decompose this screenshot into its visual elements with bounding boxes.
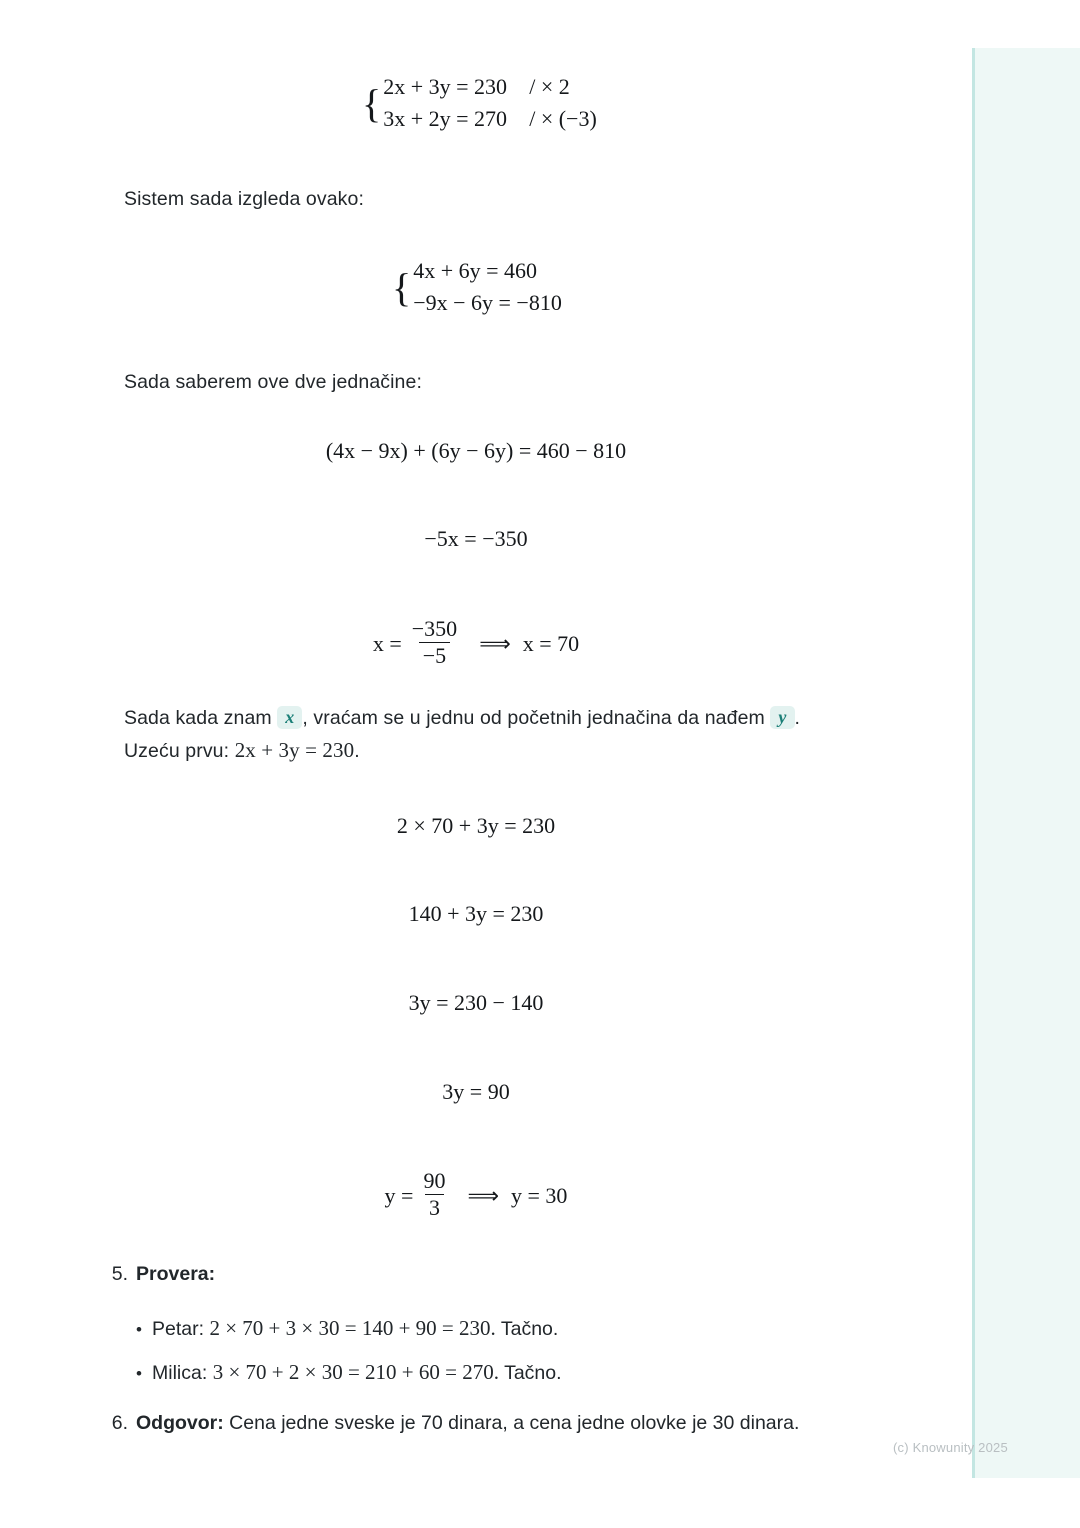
equation-sum-expanded: (4x − 9x) + (6y − 6y) = 460 − 810 xyxy=(325,438,627,463)
paragraph-now-add-equations: Sada saberem ove dve jednačine: xyxy=(124,371,422,393)
equation-solve-x xyxy=(0,618,952,669)
list-item-title: Provera: xyxy=(136,1263,216,1285)
equation-substitute-2: 140 + 3y = 230 xyxy=(408,901,544,926)
paragraph-system-now-looks-like: Sistem sada izgleda ovako: xyxy=(124,188,364,210)
bullet-dot-icon: • xyxy=(136,1364,142,1383)
bullet-dot-icon: • xyxy=(136,1320,142,1339)
paragraph-3-part-3: . Uzeću prvu: xyxy=(124,707,801,762)
list-item-milica xyxy=(136,1357,562,1389)
solve-y-result: y = 30 xyxy=(511,1182,568,1208)
list-item-provera xyxy=(98,1259,215,1289)
answer-body xyxy=(136,1408,799,1438)
equation-system-original xyxy=(362,74,597,132)
paragraph-3-part-4: . xyxy=(354,740,360,762)
system-equation: 4x + 6y = 460 xyxy=(413,258,538,283)
equation-y-times-3: 3y = 90 xyxy=(442,1079,510,1104)
fraction-denominator: 3 xyxy=(425,1194,444,1221)
system-operation: / × (−3) xyxy=(529,106,597,131)
system-row xyxy=(383,106,597,132)
paragraph-3-part-1: Sada kada znam xyxy=(124,707,272,729)
check-expression: 2 × 70 + 3 × 30 = 140 + 90 = 230. xyxy=(209,1316,496,1340)
check-name: Petar: xyxy=(152,1318,205,1340)
check-name: Milica: xyxy=(152,1362,208,1384)
bullet-content xyxy=(152,1313,558,1344)
check-verdict: Tačno. xyxy=(500,1318,559,1340)
solve-x-lhs: x = xyxy=(372,630,402,656)
equation-simplified: −5x = −350 xyxy=(424,526,528,551)
implies-arrow-icon: ⟹ xyxy=(479,630,511,656)
system-row xyxy=(413,258,562,284)
system-brace: { xyxy=(392,265,412,310)
solve-x-result: x = 70 xyxy=(522,630,580,656)
system-row xyxy=(383,74,597,100)
check-verdict: Tačno. xyxy=(504,1362,562,1384)
equation-solve-y xyxy=(0,1170,952,1221)
copyright-watermark: (c) Knowunity 2025 xyxy=(893,1440,1008,1455)
list-item-petar xyxy=(136,1313,558,1345)
fraction-x xyxy=(408,617,461,668)
list-marker: 6. xyxy=(111,1412,128,1434)
bullet-content xyxy=(152,1357,562,1388)
system-equation: 2x + 3y = 230 xyxy=(383,74,508,99)
equation-system-transformed xyxy=(392,258,562,316)
list-item-title: Odgovor: xyxy=(136,1412,224,1434)
solve-y-lhs: y = xyxy=(384,1182,414,1208)
paragraph-3-equation: 2x + 3y = 230 xyxy=(234,738,355,762)
equation-substitute: 2 × 70 + 3y = 230 xyxy=(396,813,556,838)
implies-arrow-icon: ⟹ xyxy=(467,1182,500,1208)
system-equation: 3x + 2y = 270 xyxy=(383,106,508,131)
answer-text: Cena jedne sveske je 70 dinara, a cena jedne olovke je 30 dinara. xyxy=(229,1412,800,1434)
paragraph-3-part-2: , vraćam se u jednu od početnih jednačina da nađem xyxy=(302,707,765,729)
equation-isolate-y: 3y = 230 − 140 xyxy=(408,990,544,1015)
system-operation: / × 2 xyxy=(529,74,570,99)
list-item-odgovor xyxy=(98,1408,928,1438)
fraction-numerator: 90 xyxy=(423,1168,446,1193)
system-row xyxy=(413,290,562,316)
fraction-numerator: −350 xyxy=(411,616,458,641)
fraction-y xyxy=(419,1169,449,1220)
paragraph-substitute-back xyxy=(124,702,844,767)
check-expression: 3 × 70 + 2 × 30 = 210 + 60 = 270. xyxy=(212,1360,499,1384)
fraction-denominator: −5 xyxy=(419,642,450,669)
decorative-side-strip xyxy=(972,48,1080,1478)
variable-chip-x[interactable]: x xyxy=(277,706,302,729)
system-equation: −9x − 6y = −810 xyxy=(413,290,562,315)
system-brace: { xyxy=(362,81,382,126)
variable-chip-y[interactable]: y xyxy=(770,706,794,729)
list-marker: 5. xyxy=(111,1263,128,1285)
